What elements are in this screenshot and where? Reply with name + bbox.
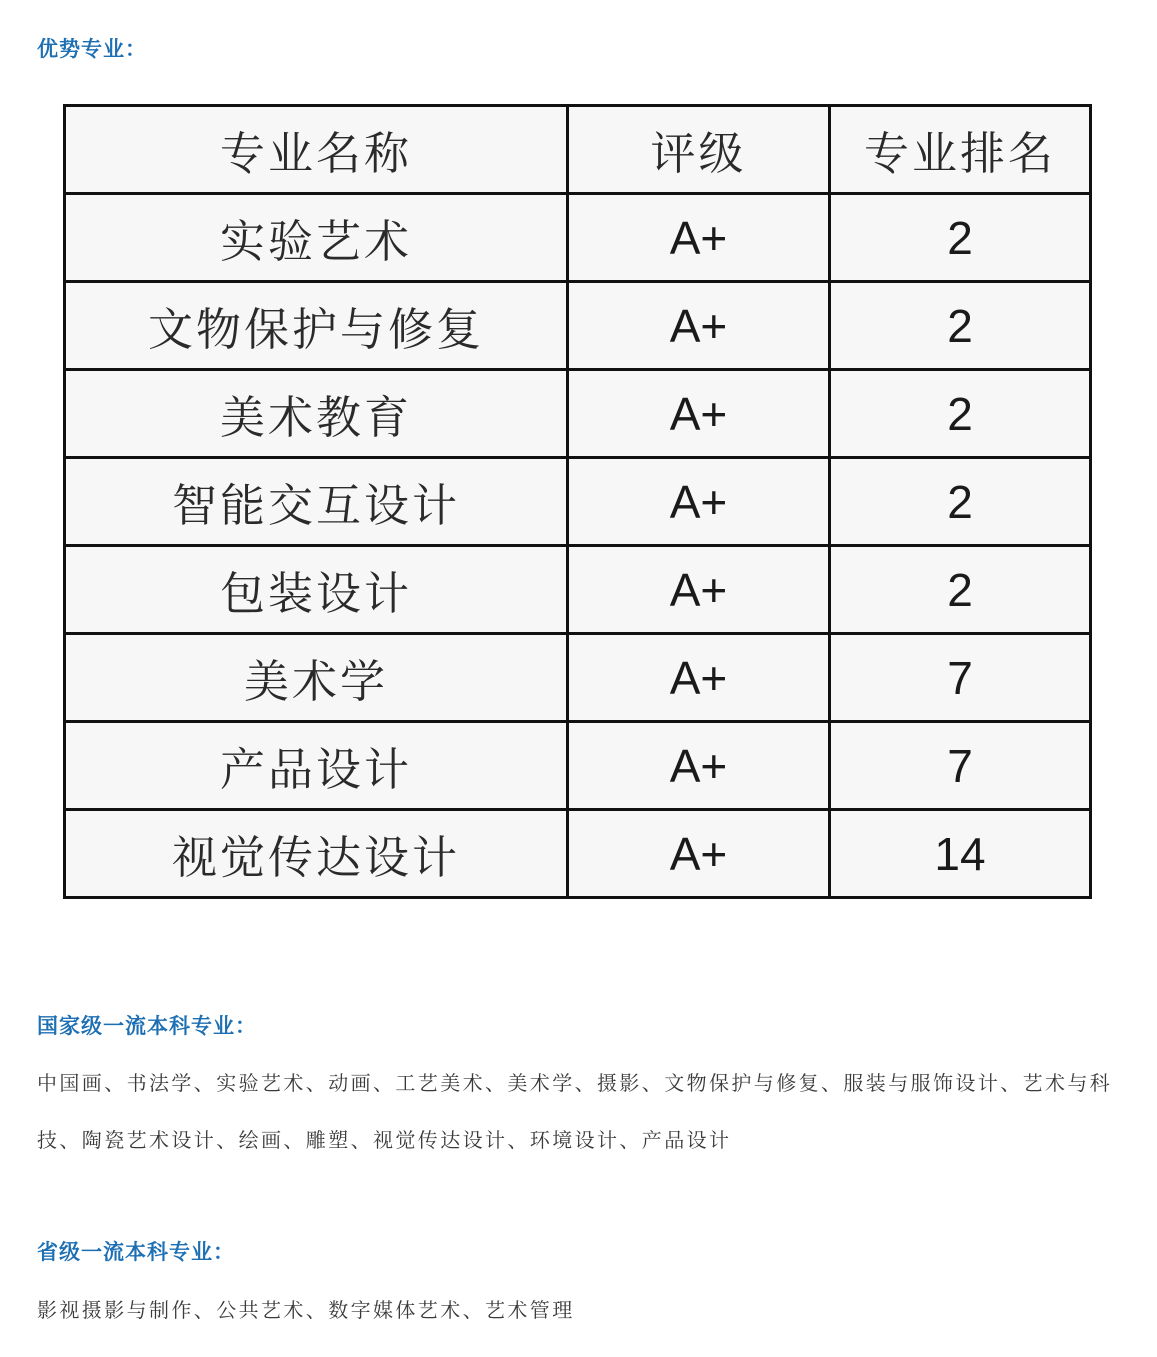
- national-section-title: 国家级一流本科专业：: [37, 1014, 257, 1038]
- rank-cell: 14: [830, 810, 1091, 898]
- table-row: [65, 546, 1091, 634]
- table-row: [65, 370, 1091, 458]
- table-row: [65, 194, 1091, 282]
- major-name-cell: 视觉传达设计: [65, 810, 568, 898]
- ranking-table: [63, 104, 1092, 899]
- rank-cell: 2: [830, 194, 1091, 282]
- major-name-cell: 实验艺术: [65, 194, 568, 282]
- grade-cell: A+: [568, 282, 830, 370]
- grade-cell: A+: [568, 722, 830, 810]
- grade-cell: A+: [568, 810, 830, 898]
- grade-cell: A+: [568, 634, 830, 722]
- table-row: [65, 810, 1091, 898]
- grade-cell: A+: [568, 458, 830, 546]
- header-rank: 专业排名: [830, 106, 1091, 194]
- grade-cell: A+: [568, 370, 830, 458]
- grade-cell: A+: [568, 546, 830, 634]
- rank-cell: 2: [830, 546, 1091, 634]
- table-row: [65, 458, 1091, 546]
- major-name-cell: 智能交互设计: [65, 458, 568, 546]
- table-row: [65, 634, 1091, 722]
- provincial-section-title: 省级一流本科专业：: [37, 1240, 235, 1264]
- major-name-cell: 产品设计: [65, 722, 568, 810]
- rank-cell: 2: [830, 458, 1091, 546]
- major-name-cell: 包装设计: [65, 546, 568, 634]
- rank-cell: 7: [830, 634, 1091, 722]
- major-name-cell: 文物保护与修复: [65, 282, 568, 370]
- grade-cell: A+: [568, 194, 830, 282]
- rank-cell: 7: [830, 722, 1091, 810]
- major-name-cell: 美术学: [65, 634, 568, 722]
- ranking-table-container: [63, 104, 1092, 899]
- header-major-name: 专业名称: [65, 106, 568, 194]
- table-row: [65, 722, 1091, 810]
- national-majors-text: 中国画、书法学、实验艺术、动画、工艺美术、美术学、摄影、文物保护与修复、服装与服饰设计、艺术与科技、陶瓷艺术设计、绘画、雕塑、视觉传达设计、环境设计、产品设计: [37, 1071, 1113, 1152]
- advantage-section-title: 优势专业：: [37, 37, 147, 61]
- major-name-cell: 美术教育: [65, 370, 568, 458]
- rank-cell: 2: [830, 370, 1091, 458]
- table-header-row: [65, 106, 1091, 194]
- provincial-majors-text: 影视摄影与制作、公共艺术、数字媒体艺术、艺术管理: [37, 1298, 575, 1322]
- rank-cell: 2: [830, 282, 1091, 370]
- header-grade: 评级: [568, 106, 830, 194]
- table-row: [65, 282, 1091, 370]
